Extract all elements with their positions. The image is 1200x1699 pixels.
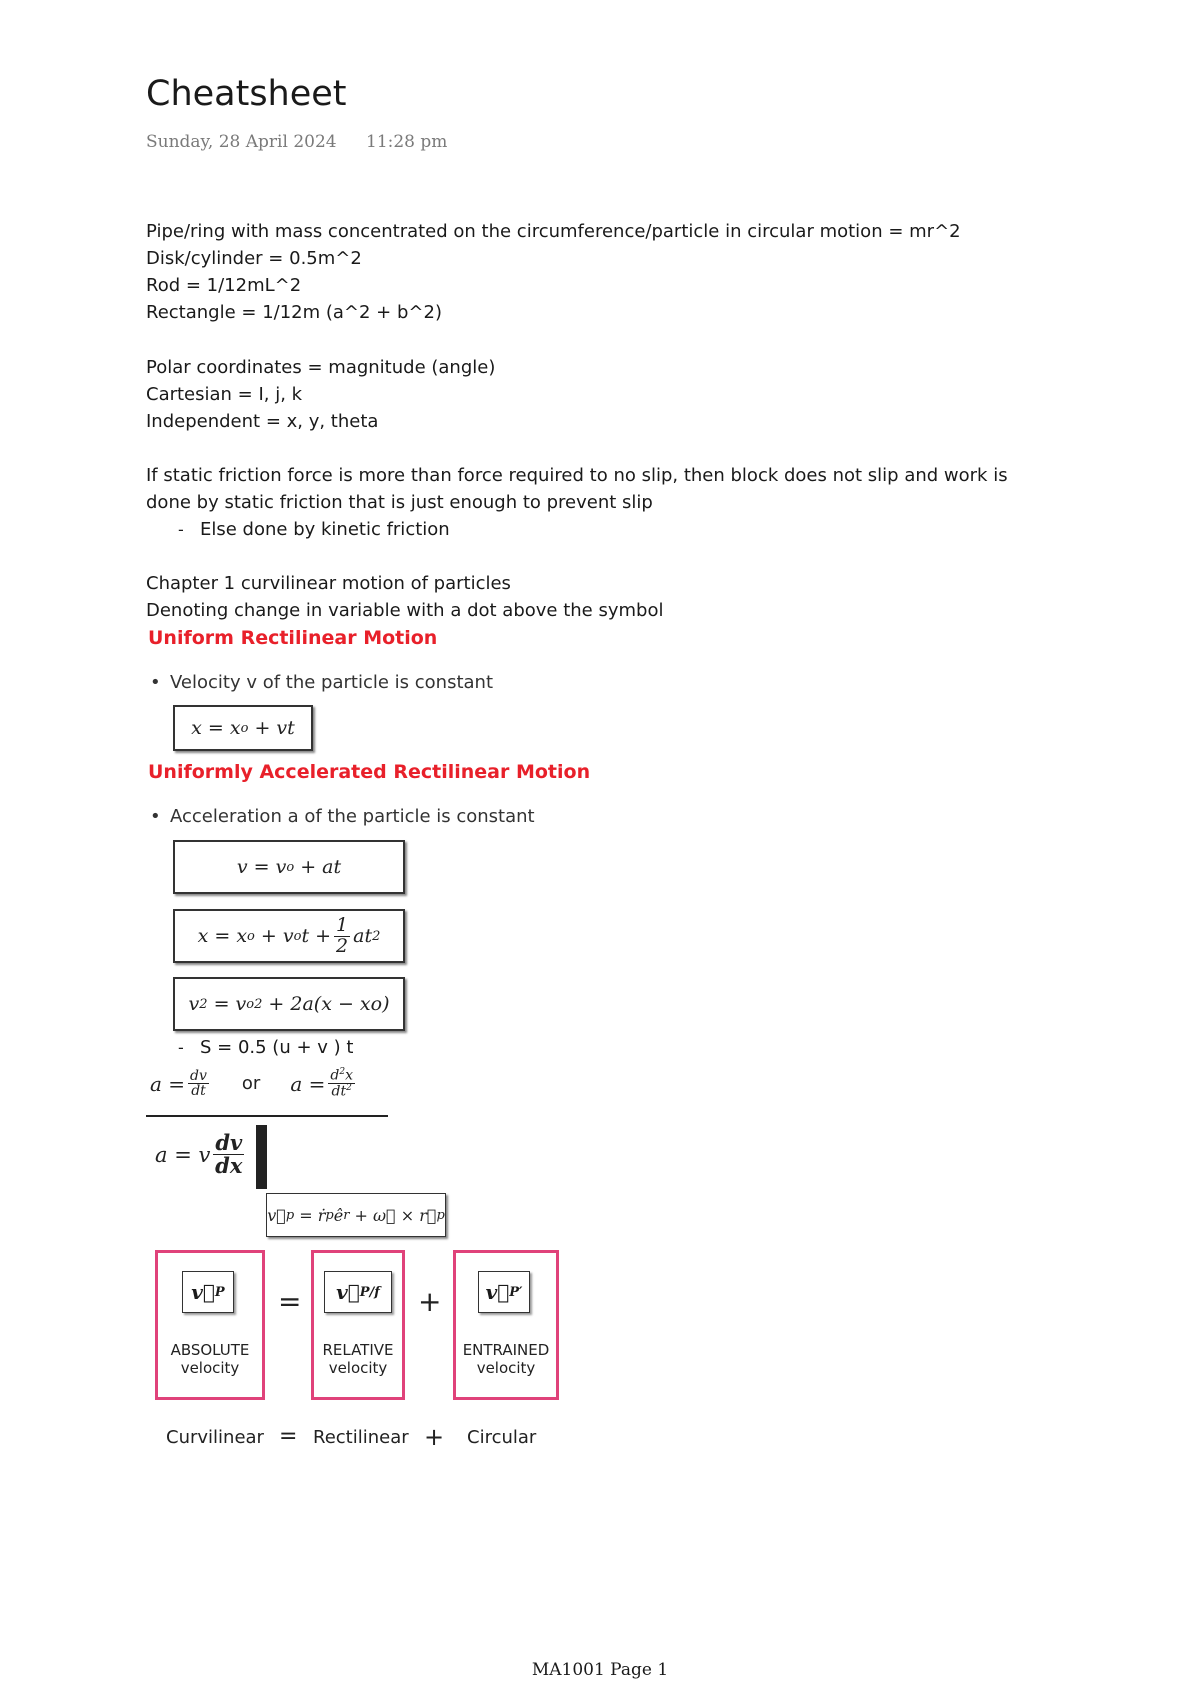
note-line: Chapter 1 curvilinear motion of particles — [146, 573, 511, 594]
equation-box-velocity: v = v o + at — [173, 840, 405, 894]
velocity-word: velocity — [328, 1359, 388, 1377]
or-text: or — [241, 1073, 261, 1095]
bullet-dot: • — [150, 672, 161, 693]
slide-bullet-accelerated — [150, 806, 535, 827]
equation-box-velocity-squared: v 2 = v o 2 + 2a(x − xo) — [173, 977, 405, 1031]
velocity-word: velocity — [180, 1359, 240, 1377]
note-line: Pipe/ring with mass concentrated on the circumference/particle in circular motion = mr^2 — [146, 221, 961, 242]
vp-symbol: v⃗ P — [182, 1271, 234, 1313]
s-formula: S = 0.5 (u + v ) t — [200, 1037, 354, 1058]
entrained-label: ENTRAINED — [462, 1341, 550, 1359]
slide-bullet-uniform — [150, 672, 493, 693]
note-line: Rectangle = 1/12m (a^2 + b^2) — [146, 302, 442, 323]
absolute-label: ABSOLUTE — [170, 1341, 250, 1359]
note-line: If static friction force is more than force required to no slip, then block does not slip and work is — [146, 465, 1008, 486]
note-line: Independent = x, y, theta — [146, 411, 379, 432]
note-line: Cartesian = I, j, k — [146, 384, 303, 405]
page-footer: MA1001 Page 1 — [531, 1660, 669, 1680]
dash-bullet: - — [178, 520, 184, 539]
slide-bullet-text: Velocity v of the particle is constant — [170, 672, 493, 693]
note-line: Disk/cylinder = 0.5m^2 — [146, 248, 362, 269]
entrained-velocity-box — [453, 1250, 559, 1400]
bullet-dot: • — [150, 806, 161, 827]
section-heading-uniform: Uniform Rectilinear Motion — [148, 627, 438, 649]
circular-label: Circular — [467, 1427, 537, 1448]
absolute-velocity-box — [155, 1250, 265, 1400]
plus-sign: + — [418, 1285, 442, 1318]
dash-bullet: - — [178, 1038, 184, 1057]
black-bar — [256, 1125, 267, 1189]
page-title: Cheatsheet — [146, 74, 347, 114]
note-line: done by static friction that is just enough to prevent slip — [146, 492, 653, 513]
note-bullet: Else done by kinetic friction — [200, 519, 450, 540]
page-date: Sunday, 28 April 2024 — [146, 132, 337, 152]
slide-bullet-text: Acceleration a of the particle is constant — [170, 806, 535, 827]
equals-sign-bottom: = — [279, 1424, 298, 1449]
note-line: Denoting change in variable with a dot above the symbol — [146, 600, 664, 621]
relative-velocity-box — [311, 1250, 405, 1400]
equation-box-vp: v⃗ p = ṙ p ê r + ω⃗ × r⃗ p — [266, 1193, 446, 1237]
acceleration-definition: a = $\frac{dv}{dt}$ or a = $\frac{d^2x}{dt^2}$ — [150, 1067, 353, 1100]
curvilinear-label: Curvilinear — [166, 1427, 264, 1448]
note-line: Polar coordinates = magnitude (angle) — [146, 357, 496, 378]
equation-box-uniform: x = x o + vt — [173, 705, 313, 751]
equals-sign: = — [278, 1285, 302, 1318]
page-time: 11:28 pm — [366, 132, 448, 152]
vpf-symbol: v⃗ P/f — [324, 1271, 392, 1313]
equation-box-position: x = x o + v o t + $\frac{1}{2}$ at 2 — [173, 909, 405, 963]
velocity-word: velocity — [476, 1359, 536, 1377]
divider-line — [146, 1115, 388, 1117]
note-line: Rod = 1/12mL^2 — [146, 275, 302, 296]
acceleration-chain-rule: a = v $\frac{dv}{dx}$ — [155, 1130, 243, 1179]
vp-prime-symbol: v⃗ P′ — [478, 1271, 530, 1313]
plus-sign-bottom: + — [424, 1423, 445, 1451]
rectilinear-label: Rectilinear — [313, 1427, 409, 1448]
section-heading-accelerated: Uniformly Accelerated Rectilinear Motion — [148, 761, 591, 783]
relative-label: RELATIVE — [322, 1341, 394, 1359]
